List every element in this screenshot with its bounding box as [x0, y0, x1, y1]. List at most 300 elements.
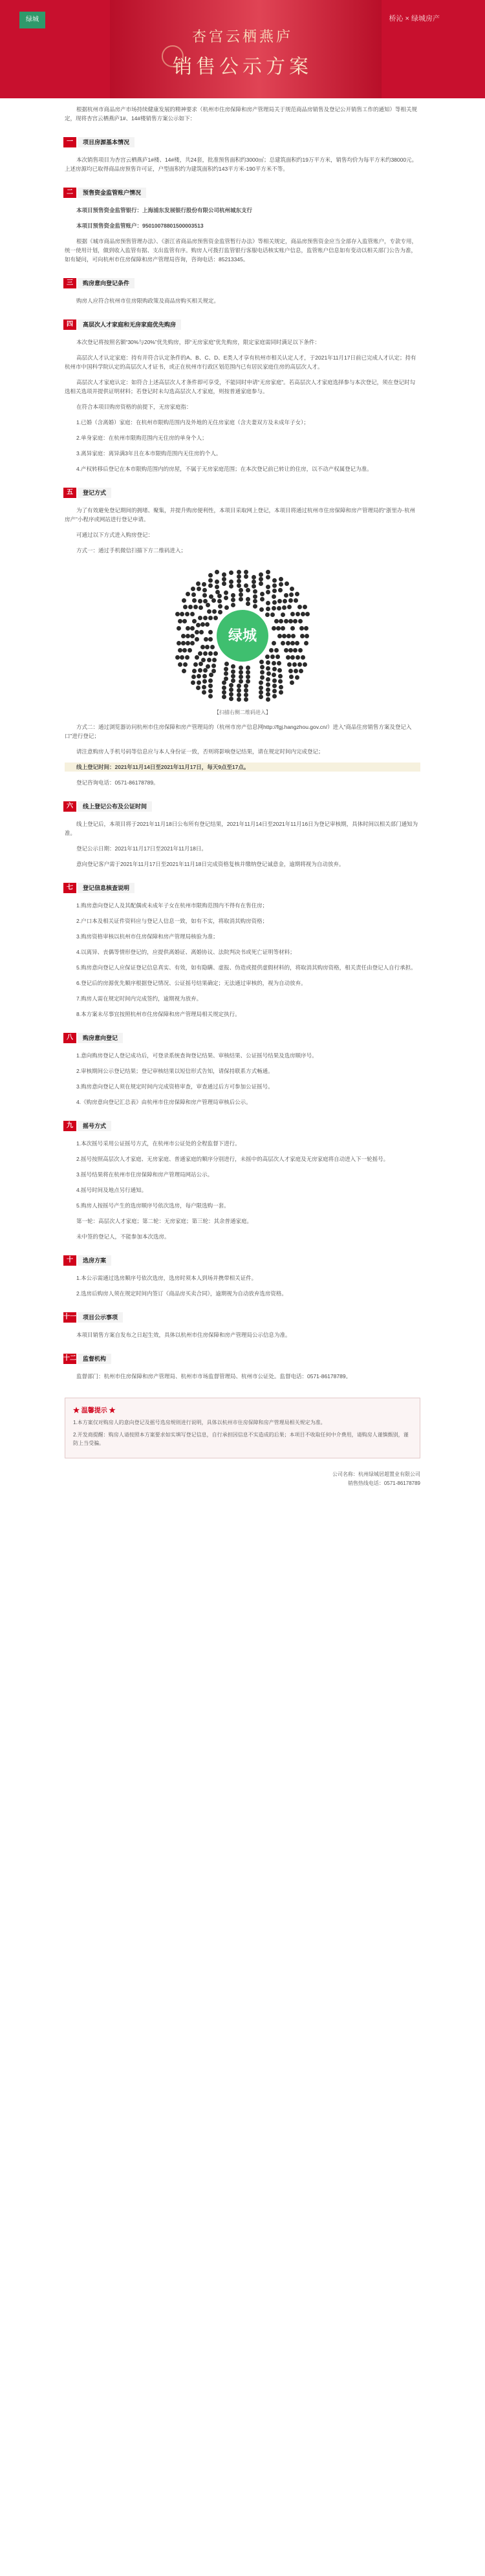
- qr-dot: [286, 655, 290, 660]
- qr-dot: [229, 584, 233, 589]
- qr-dot: [259, 607, 264, 612]
- qr-dot: [288, 619, 293, 623]
- qr-center-logo: 绿城: [217, 610, 268, 662]
- qr-dot: [193, 662, 198, 667]
- qr-dot: [218, 604, 222, 609]
- qr-dot: [259, 577, 263, 581]
- qr-dot: [231, 674, 235, 678]
- tips-title: ★ 温馨提示 ★: [73, 1407, 116, 1414]
- qr-dot: [246, 670, 250, 675]
- qr-dot: [203, 616, 208, 620]
- qr-dot: [208, 637, 213, 642]
- qr-dot: [246, 675, 250, 679]
- qr-dot: [215, 570, 219, 574]
- section-title: 高层次人才家庭和无房家庭优先购房: [78, 319, 181, 330]
- qr-dot: [231, 664, 235, 669]
- qr-dot: [206, 603, 210, 607]
- qr-dot: [279, 577, 283, 581]
- qr-dot: [272, 694, 277, 698]
- qr-dot: [266, 601, 270, 605]
- qr-dot: [287, 662, 292, 667]
- paragraph: 5.购房人按摇号产生的选房顺序号依次选房，每户限选购一套。: [76, 1202, 230, 1209]
- qr-dot: [196, 581, 200, 586]
- section-header: [63, 801, 420, 812]
- section-title: 购房意向登记条件: [78, 278, 135, 288]
- qr-dot: [183, 605, 188, 609]
- section-title: 登记方式: [78, 488, 111, 498]
- paragraph: 为了有效避免登记期间的拥堵、聚集，并提升购房便利性，本项目采取网上登记，本项目将通过杭州市住房保障和房产管理局的“浙里办·杭州房产”小程序或网站进行登记申请。: [65, 507, 416, 523]
- paragraph: 8.本方案未尽事宜按照杭州市住房保障和房产管理局相关规定执行。: [76, 1011, 241, 1017]
- qr-dot: [260, 592, 264, 596]
- qr-dot: [231, 603, 235, 607]
- qr-dot: [222, 680, 226, 685]
- qr-dot: [229, 570, 233, 575]
- section-number: 六: [63, 801, 76, 812]
- qr-dot: [278, 674, 283, 678]
- qr-dot: [222, 572, 226, 577]
- qr-dot: [190, 612, 195, 616]
- qr-dot: [303, 662, 307, 667]
- qr-dot: [237, 697, 241, 702]
- qr-dot: [212, 609, 217, 614]
- qr-dot: [222, 577, 226, 581]
- qr-dot: [285, 581, 289, 586]
- qr-dot: [202, 593, 207, 598]
- qr-dot: [198, 668, 202, 673]
- highlight-paragraph: 线上登记时间：2021年11月14日至2021年11月17日，每天9点至17点。: [65, 763, 420, 772]
- qr-dot: [293, 648, 297, 653]
- qr-dot: [303, 605, 307, 609]
- qr-dot: [190, 634, 195, 638]
- qr-dot: [244, 688, 248, 693]
- qr-dot: [278, 679, 283, 684]
- qr-dot: [208, 573, 213, 578]
- qr-dot: [208, 689, 213, 693]
- qr-dot: [266, 687, 270, 692]
- qr-dot: [208, 583, 213, 588]
- paragraph: 4.《购房意向登记汇总表》由杭州市住房保障和房产管理局审核后公示。: [76, 1099, 252, 1105]
- qr-dot: [272, 667, 277, 671]
- qr-dot: [239, 675, 243, 679]
- qr-dot: [289, 592, 294, 597]
- qr-dot: [213, 651, 218, 656]
- page-title: 销售公示方案: [173, 56, 312, 78]
- qr-dot: [246, 601, 250, 606]
- section-number: 七: [63, 883, 76, 893]
- qr-dot: [202, 679, 207, 684]
- qr-dot: [208, 578, 213, 583]
- qr-dot: [203, 668, 208, 673]
- qr-dot: [192, 669, 197, 673]
- qr-dot: [200, 645, 205, 649]
- section-number: 九: [63, 1121, 76, 1131]
- qr-dot: [182, 669, 186, 673]
- qr-dot: [208, 616, 213, 620]
- qr-dot: [253, 594, 257, 599]
- qr-dot: [305, 612, 310, 616]
- qr-dot: [297, 605, 302, 609]
- qr-dot: [290, 680, 294, 685]
- qr-dot: [190, 641, 195, 645]
- qr-dot: [237, 684, 241, 688]
- paragraph: 登记咨询电话：0571-86178789。: [76, 779, 159, 786]
- qr-dot: [244, 574, 248, 579]
- qr-dot: [282, 605, 286, 610]
- qr-dot: [191, 675, 196, 679]
- qr-dot: [253, 604, 257, 609]
- qr-dot: [209, 594, 213, 599]
- qr-dot: [185, 612, 189, 616]
- qr-dot: [272, 678, 277, 683]
- qr-dot: [294, 598, 298, 603]
- qr-dot: [211, 598, 216, 603]
- partner-logo: 桥沁 × 绿城房产: [389, 15, 440, 23]
- qr-dot: [304, 641, 308, 645]
- qr-dot: [203, 651, 208, 656]
- paragraph: 3.摇号结果将在杭州市住房保障和房产管理局网站公示。: [76, 1171, 213, 1178]
- qr-dot: [296, 655, 300, 660]
- qr-dot: [266, 666, 270, 671]
- qr-dot: [252, 575, 256, 579]
- qr-dot: [283, 599, 287, 603]
- qr-dot: [208, 678, 213, 683]
- qr-dot: [186, 626, 190, 631]
- section-title: 线上登记公布及公证时间: [78, 801, 152, 812]
- qr-dot: [279, 619, 283, 623]
- qr-dot: [266, 697, 270, 702]
- tip-item: 1.本方案仅对购房人的意向登记及摇号选房规则进行说明，具体以杭州市住房保障和房产管理局相关规定为准。: [73, 1420, 326, 1425]
- qr-dot: [215, 590, 220, 594]
- qr-dot: [266, 682, 270, 687]
- qr-dot: [215, 579, 219, 584]
- qr-dot: [266, 671, 271, 676]
- qr-dot: [266, 590, 270, 594]
- section-header: [63, 1033, 420, 1043]
- qr-dot: [272, 641, 276, 645]
- qr-dot: [205, 622, 210, 627]
- qr-dot: [270, 655, 275, 659]
- qr-dot: [202, 690, 206, 695]
- qr-dot: [301, 655, 305, 660]
- qr-dot: [208, 630, 213, 634]
- qr-dot: [292, 662, 297, 667]
- section-number: 十: [63, 1255, 76, 1266]
- qr-dot: [212, 658, 217, 662]
- qr-dot: [224, 590, 228, 595]
- qr-dot: [284, 648, 288, 653]
- paragraph: 在符合本项目购房资格的前提下，无房家庭指：: [76, 404, 192, 410]
- qr-dot: [272, 583, 277, 588]
- qr-dot: [252, 584, 256, 589]
- qr-dot: [237, 583, 241, 588]
- qr-dot: [244, 697, 248, 702]
- paragraph: 意向登记客户需于2021年11月17日至2021年11月18日完成资格复核并缴纳登记诚意金，逾期将视为自动放弃。: [76, 861, 345, 867]
- qr-dot: [272, 589, 277, 593]
- section-title: 项目公示事项: [78, 1312, 123, 1323]
- section-title: 监督机构: [78, 1354, 111, 1364]
- qr-dot: [231, 593, 235, 598]
- qr-dot: [244, 693, 248, 697]
- section-header: [63, 1312, 420, 1323]
- paragraph: 4.产权转移后登记在本市限购范围内的房屋，不属于无房家庭范围；在本次登记前已转让的住房，以不动产权属登记为准。: [76, 466, 372, 472]
- qr-dot: [181, 641, 186, 645]
- qr-dot: [266, 677, 270, 682]
- paragraph: 方式二：通过浏览器访问杭州市住房保障和房产管理局的（杭州市房产信息网http://fgj.hangzhou.gov.cn/）进入“商品住房销售方案及登记入口”进行登记；: [65, 724, 412, 739]
- qr-dot: [229, 683, 233, 687]
- qr-dot: [182, 648, 187, 653]
- qr-dot: [198, 599, 202, 603]
- paragraph: 监督部门：杭州市住房保障和房产管理局、杭州市市场监督管理局、杭州市公证处。监督电话：0571-86178789。: [76, 1373, 352, 1380]
- qr-dot: [266, 585, 270, 589]
- section-header: [63, 1354, 420, 1364]
- section-title: 项目房源基本情况: [78, 137, 135, 147]
- qr-dot: [246, 597, 250, 601]
- qr-dot: [246, 666, 250, 670]
- qr-dot: [298, 619, 303, 623]
- qr-dot: [222, 581, 226, 586]
- paragraph: 本项目预售资金监管银行：上海浦东发展银行股份有限公司杭州城东支行: [76, 207, 253, 213]
- brand-logo: 绿城: [19, 12, 45, 28]
- paragraph: 第一轮：高层次人才家庭；第二轮：无房家庭；第三轮：其余普通家庭。: [76, 1218, 253, 1224]
- qr-dot: [197, 587, 201, 591]
- tip-item: 2.开发商提醒：购房人请按照本方案要求如实填写登记信息，自行承担因信息不实造成的后果；本项目不收取任何中介费用，请购房人谨慎甄别，谨防上当受骗。: [73, 1432, 409, 1446]
- qr-dot: [272, 684, 277, 688]
- paragraph: 根据《城市商品房预售管理办法》、《浙江省商品房预售资金监管暂行办法》等相关规定，商品房预售资金应当全部存入监管账户，专款专用，统一使用计划，做到收入监管有据、支出监管有序。购房人可拨打监管银行客服电话核实账户信息，监管账户信息如有变动以相关部门公告为准，如有疑问，可向杭州市住房保障和房产管理局咨询，咨询电话：85213345。: [65, 238, 418, 263]
- qr-dot: [304, 626, 308, 631]
- qr-dot: [222, 686, 226, 690]
- qr-dot: [269, 648, 274, 653]
- paragraph: 1.本公示需通过选房顺序号依次选房，选房时须本人到场并携带相关证件。: [76, 1275, 257, 1281]
- qr-dot: [246, 588, 250, 592]
- qr-dot: [277, 634, 282, 638]
- qr-dot: [186, 634, 190, 638]
- section-number: 三: [63, 278, 76, 288]
- qr-dot: [202, 685, 206, 689]
- qr-dot: [259, 680, 263, 685]
- qr-dot: [213, 616, 218, 620]
- qr-dot: [266, 607, 270, 611]
- section-title: 摇号方式: [78, 1121, 111, 1131]
- qr-dot: [196, 686, 200, 690]
- qr-dot: [279, 685, 283, 689]
- section-header: [63, 883, 420, 893]
- qr-dot: [281, 612, 285, 617]
- qr-dot: [252, 579, 256, 584]
- qr-dot: [265, 612, 270, 617]
- qr-dot: [281, 641, 285, 645]
- qr-dot: [300, 634, 305, 638]
- paragraph: 3.购房意向登记人须在规定时间内完成资格审查，审查通过后方可参加公证摇号。: [76, 1083, 274, 1090]
- paragraph: 本次登记将按照名额“30%与20%”优先购房，即“无房家庭”优先购房，限定家庭需同时满足以下条件：: [76, 339, 320, 345]
- qr-dot: [279, 582, 283, 587]
- qr-dot: [195, 637, 199, 642]
- qr-dot: [182, 619, 187, 623]
- qr-dot: [207, 609, 211, 614]
- qr-code-block[interactable]: [175, 568, 310, 716]
- header-banner: [0, 0, 485, 98]
- qr-dot: [198, 651, 202, 656]
- qr-dot: [265, 655, 270, 659]
- qr-dot: [290, 655, 295, 660]
- footer: [65, 1470, 420, 1488]
- qr-dot: [218, 610, 222, 614]
- section-header: [63, 278, 420, 288]
- company-name: 公司名称：杭州绿城居超置业有限公司: [332, 1471, 420, 1477]
- qr-dot: [199, 605, 203, 610]
- paragraph: 2.摇号按照高层次人才家庭、无房家庭、普通家庭的顺序分别进行，未摇中的高层次人才家庭及无房家庭将自动进入下一轮摇号。: [76, 1156, 389, 1162]
- qr-dot: [259, 686, 263, 690]
- paragraph: 本次销售项目为杏宫云栖燕庐1#楼、14#楼，共24套，批准预售面积约3000㎡；总建筑面积约19万平方米，销售均价为每平方米约38000元。上述房源均已取得商品房预售许可证，户型面积约为建筑面积约143平方米-190平方米不等。: [65, 157, 418, 172]
- qr-dot: [193, 605, 198, 609]
- qr-dot: [208, 684, 213, 688]
- qr-dot: [272, 600, 277, 605]
- qr-dot: [175, 655, 180, 660]
- qr-dot: [277, 668, 282, 673]
- paragraph: 1.意向购房登记人登记成功后，可登录系统查询登记结果、审核结果、公证摇号结果及选房顺序号。: [76, 1052, 318, 1059]
- qr-code[interactable]: [175, 568, 310, 704]
- qr-dot: [272, 606, 276, 611]
- paragraph: 1.已婚（含离婚）家庭：在杭州市限购范围内及外地的无住房家庭（含夫妻双方及未成年子女）；: [76, 419, 309, 426]
- banner-band: [110, 0, 382, 98]
- qr-dot: [186, 592, 190, 596]
- section-number: 二: [63, 188, 76, 198]
- paragraph: 3.购房资格审核以杭州市住房保障和房产管理局核验为准；: [76, 933, 219, 940]
- paragraph: 7.购房人需在规定时间内完成签约，逾期视为放弃。: [76, 995, 202, 1002]
- qr-dot: [209, 673, 213, 677]
- qr-dot: [239, 597, 243, 601]
- paragraph: 未中签的登记人，不能参加本次选房。: [76, 1233, 170, 1240]
- qr-dot: [231, 669, 235, 674]
- section-header: [63, 137, 420, 147]
- qr-dot: [177, 626, 181, 631]
- qr-dot: [260, 665, 264, 669]
- qr-dot: [272, 626, 276, 631]
- qr-dot: [275, 655, 280, 659]
- qr-dot: [293, 619, 297, 623]
- qr-dot: [294, 669, 298, 673]
- paragraph: 登记公示日期：2021年11月17日至2021年11月18日。: [76, 845, 207, 852]
- paragraph: 线上登记后，本项目将于2021年11月18日公布所有登记结果，2021年11月14日至2021年11月16日为登记审核期，具体时间以相关部门通知为准。: [65, 821, 418, 836]
- qr-dot: [224, 605, 229, 610]
- qr-dot: [237, 693, 241, 697]
- tips-box: [65, 1398, 420, 1458]
- section-title: 选房方案: [78, 1255, 111, 1266]
- qr-dot: [277, 661, 281, 666]
- qr-dot: [286, 634, 291, 638]
- section-header: [63, 188, 420, 198]
- paragraph: 2.户口本及相关证件资料应与登记人信息一致，如有不实，将取消其购房资格；: [76, 918, 268, 924]
- qr-dot: [229, 697, 233, 701]
- qr-dot: [290, 587, 294, 591]
- section-title: 购房意向登记: [78, 1033, 123, 1043]
- paragraph: 本项目预售资金监管账户：95010078801500003513: [76, 222, 204, 229]
- qr-dot: [299, 626, 304, 631]
- qr-dot: [266, 575, 270, 579]
- project-name: 杏宫云栖燕庐: [191, 29, 293, 45]
- qr-dot: [246, 679, 250, 684]
- paragraph: 5.购房意向登记人应保证登记信息真实、有效，如有隐瞒、虚报、伪造或提供虚假材料的，将取消其购房资格，相关责任由登记人自行承担。: [76, 964, 416, 971]
- qr-dot: [231, 598, 235, 602]
- qr-dot: [295, 675, 299, 680]
- qr-dot: [274, 619, 279, 623]
- qr-dot: [185, 655, 189, 660]
- qr-dot: [281, 626, 285, 631]
- qr-dot: [215, 585, 219, 589]
- qr-dot: [195, 630, 199, 634]
- qr-dot: [204, 637, 208, 642]
- qr-dot: [277, 606, 281, 611]
- qr-dot: [244, 583, 248, 588]
- qr-dot: [260, 597, 264, 601]
- section-number: 一: [63, 137, 76, 147]
- paragraph: 请注意购房人手机号码等信息应与本人身份证一致，否则将影响登记结果，请在规定时间内完成登记；: [76, 748, 324, 755]
- qr-dot: [244, 684, 248, 688]
- qr-dot: [192, 619, 197, 623]
- qr-dot: [272, 594, 276, 599]
- qr-dot: [181, 634, 186, 638]
- qr-dot: [202, 582, 206, 587]
- qr-dot: [288, 648, 293, 653]
- qr-dot: [177, 641, 181, 645]
- qr-dot: [229, 687, 233, 692]
- paragraph: 4.摇号时间及地点另行通知。: [76, 1187, 147, 1193]
- qr-dot: [253, 589, 257, 594]
- qr-dot: [274, 648, 279, 653]
- qr-dot: [192, 598, 197, 603]
- qr-dot: [260, 675, 264, 680]
- qr-dot: [239, 666, 243, 670]
- qr-dot: [287, 605, 292, 609]
- qr-dot: [237, 579, 241, 583]
- qr-dot: [239, 670, 243, 675]
- paragraph: 1.本次摇号采用公证摇号方式，在杭州市公证处的全程监督下进行。: [76, 1140, 241, 1147]
- section-header: [63, 1255, 420, 1266]
- qr-dot: [186, 641, 190, 645]
- section-header: [63, 319, 420, 330]
- qr-dot: [224, 662, 229, 666]
- section-number: 八: [63, 1033, 76, 1043]
- qr-dot: [190, 626, 195, 631]
- qr-dot: [217, 599, 222, 603]
- paragraph: 可通过以下方式进入购房登记：: [76, 532, 154, 538]
- paragraph: 6.登记后的房源优先顺序根据登记情况、公证摇号结果确定；无法通过审核的，视为自动放弃。: [76, 980, 307, 986]
- qr-dot: [266, 692, 270, 697]
- qr-dot: [178, 619, 182, 623]
- section-title: 登记信息核查说明: [78, 883, 135, 893]
- section-number: 五: [63, 488, 76, 498]
- qr-dot: [239, 588, 243, 592]
- qr-dot: [202, 588, 207, 592]
- qr-dot: [200, 622, 205, 627]
- qr-dot: [237, 574, 241, 579]
- paragraph: 2.审核期间公示登记结果；登记审核结果以短信形式告知，请保持联系方式畅通。: [76, 1068, 274, 1074]
- qr-dot: [206, 664, 210, 669]
- qr-dot: [199, 662, 203, 666]
- qr-dot: [266, 660, 270, 665]
- paragraph: 3.离异家庭：离异满3年且在本市限购范围内无住房的个人。: [76, 450, 222, 457]
- qr-dot: [272, 578, 277, 583]
- qr-dot: [237, 570, 241, 574]
- qr-dot: [191, 587, 195, 591]
- intro-text: 根据杭州市商品房产市场持续健康发展的精神要求（杭州市住房保障和房产管理局关于规范商品房销售及登记公开销售工作的通知）等相关规定，现将杏宫云栖燕庐1#、14#楼销售方案公示如下：: [65, 106, 418, 122]
- qr-dot: [239, 592, 243, 597]
- qr-dot: [208, 651, 213, 656]
- qr-dot: [259, 581, 263, 586]
- qr-dot: [284, 619, 288, 623]
- qr-dot: [229, 692, 233, 697]
- qr-dot: [290, 641, 295, 645]
- qr-dot: [298, 648, 303, 653]
